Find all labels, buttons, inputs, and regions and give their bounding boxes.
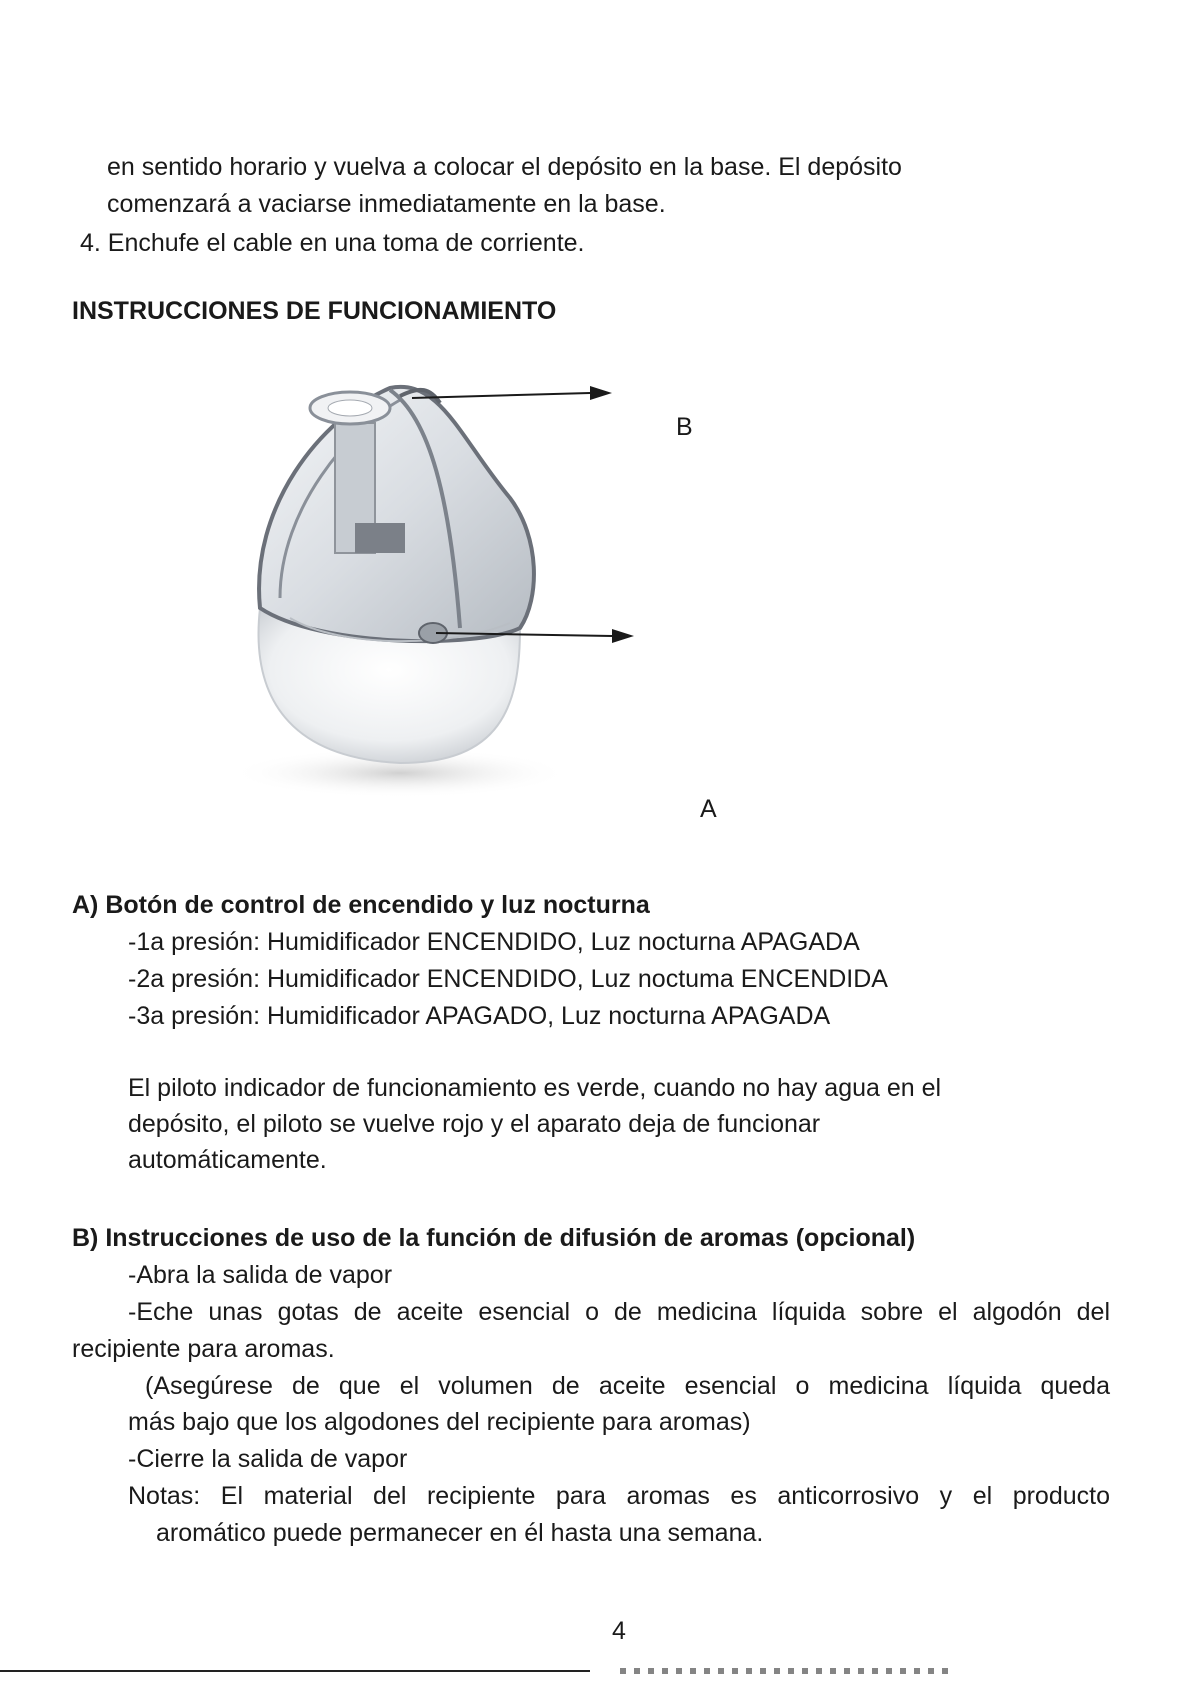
paragraph-line: depósito, el piloto se vuelve rojo y el aparato deja de funcionar xyxy=(128,1110,821,1138)
steam-outlet-inner xyxy=(328,400,372,416)
list-item-4: 4. Enchufe el cable en una toma de corriente. xyxy=(80,229,585,257)
section-heading: INSTRUCCIONES DE FUNCIONAMIENTO xyxy=(72,297,557,325)
arrow-b-head xyxy=(590,386,612,400)
text-line: comenzará a vaciarse inmediatamente en la base. xyxy=(107,190,666,218)
section-a-title: A) Botón de control de encendido y luz nocturna xyxy=(72,891,650,919)
arrow-b-line xyxy=(412,393,590,398)
inner-part xyxy=(355,523,405,553)
list-item: -2a presión: Humidificador ENCENDIDO, Luz noctuma ENCENDIDA xyxy=(128,965,888,993)
footer-rule xyxy=(0,1670,590,1672)
humidifier-illustration xyxy=(220,378,720,798)
list-item: -Cierre la salida de vapor xyxy=(128,1445,408,1473)
figure-label-b: B xyxy=(676,413,693,441)
notes-line: Notas: El material del recipiente para aromas es anticorrosivo y el producto xyxy=(128,1482,1110,1510)
text-line: en sentido horario y vuelva a colocar el depósito en la base. El depósito xyxy=(107,153,902,181)
paragraph-line: automáticamente. xyxy=(128,1146,327,1174)
figure-label-a: A xyxy=(700,795,717,823)
notes-line: aromático puede permanecer en él hasta una semana. xyxy=(156,1519,764,1547)
note-line: más bajo que los algodones del recipiente para aromas) xyxy=(128,1408,751,1436)
list-item: -Abra la salida de vapor xyxy=(128,1261,393,1289)
list-item: -1a presión: Humidificador ENCENDIDO, Luz nocturna APAGADA xyxy=(128,928,860,956)
list-item: -3a presión: Humidificador APAGADO, Luz nocturna APAGADA xyxy=(128,1002,831,1030)
arrow-a-head xyxy=(612,629,634,643)
footer-artifact xyxy=(620,1668,950,1674)
list-item: -Eche unas gotas de aceite esencial o de medicina líquida sobre el algodón del xyxy=(128,1298,1110,1326)
note-line: (Asegúrese de que el volumen de aceite esencial o medicina líquida queda xyxy=(145,1372,1110,1400)
section-b-title: B) Instrucciones de uso de la función de difusión de aromas (opcional) xyxy=(72,1224,916,1252)
page-number: 4 xyxy=(612,1617,626,1645)
humidifier-figure xyxy=(220,378,720,798)
paragraph-line: El piloto indicador de funcionamiento es verde, cuando no hay agua en el xyxy=(128,1074,942,1102)
paragraph-line: recipiente para aromas. xyxy=(72,1335,335,1363)
